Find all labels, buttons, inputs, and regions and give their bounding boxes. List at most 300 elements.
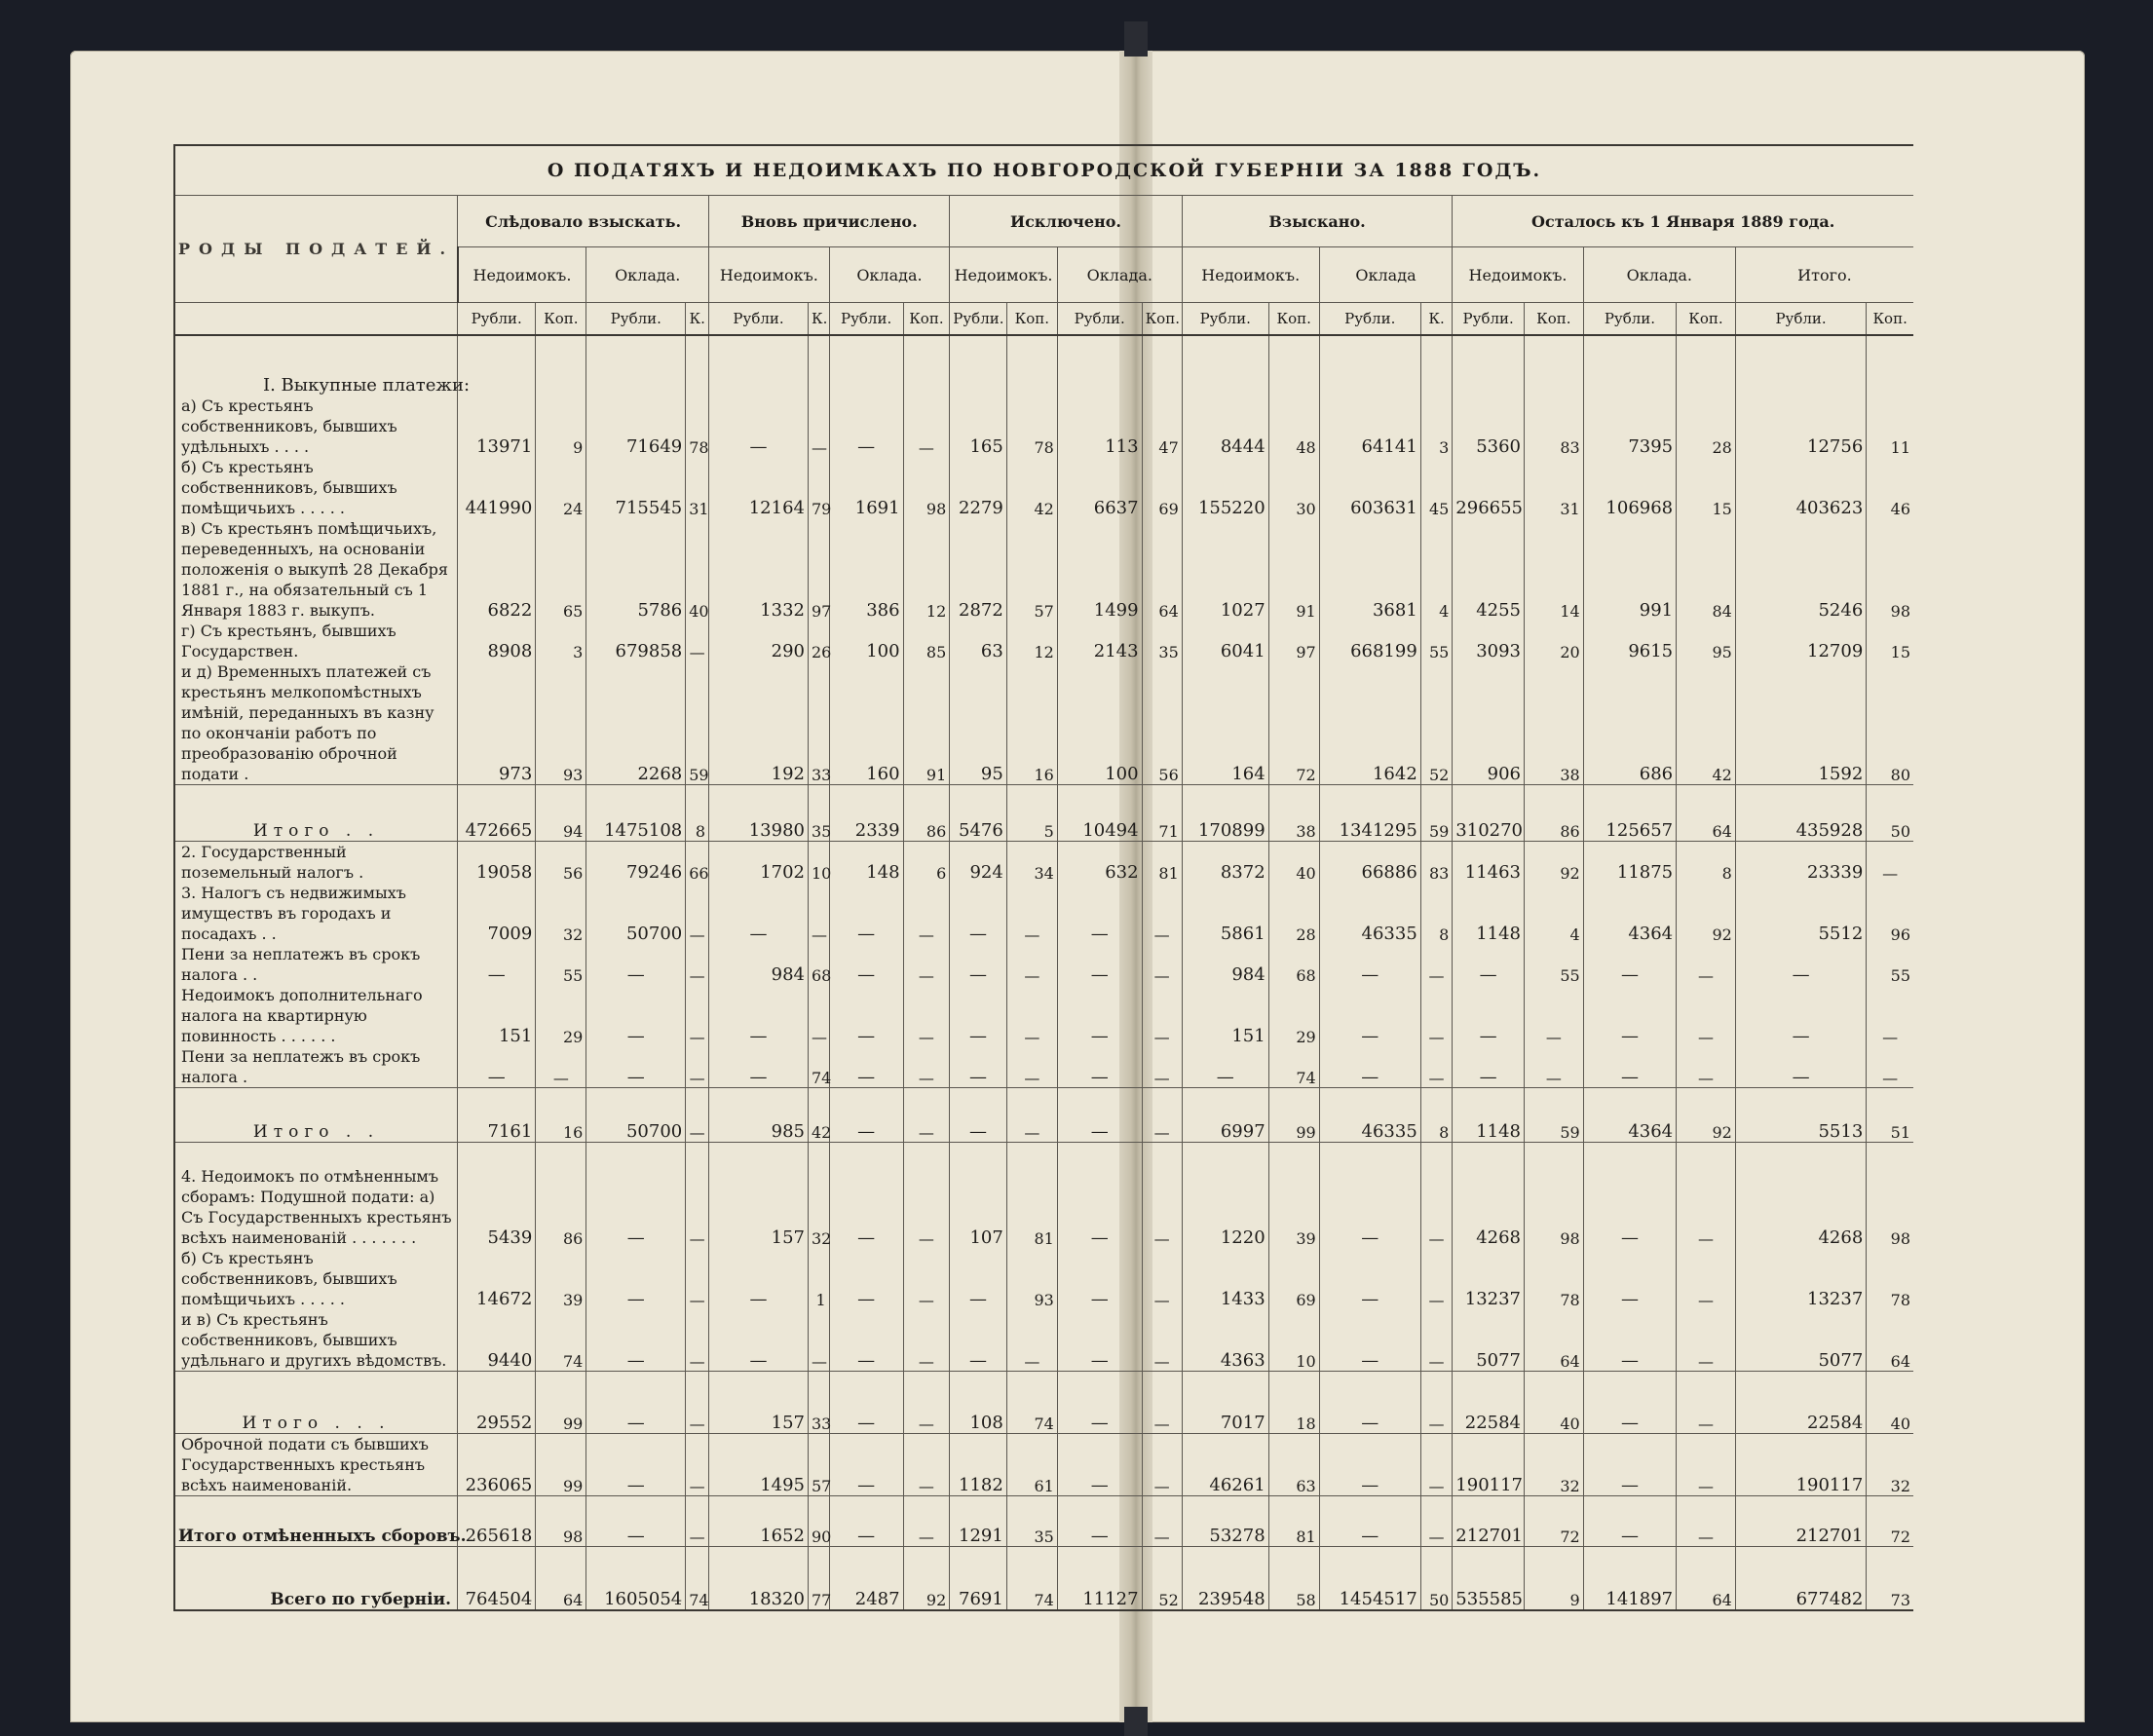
table-cell: —	[686, 621, 709, 661]
table-cell: —	[903, 1248, 950, 1309]
subheader-itogo: Итого.	[1735, 247, 1913, 303]
table-cell: 55	[1867, 944, 1913, 985]
table-cell: 985	[709, 1088, 809, 1143]
table-cell: 80	[1867, 661, 1913, 785]
table-cell: 157	[709, 1371, 809, 1433]
table-cell: 78	[1525, 1248, 1584, 1309]
table-cell: 11463	[1453, 842, 1525, 884]
table-cell: 5786	[586, 518, 686, 621]
table-cell: —	[1525, 1046, 1584, 1088]
table-cell: —	[950, 1046, 1007, 1088]
table-cell: —	[709, 985, 809, 1046]
table-cell: 310270	[1453, 785, 1525, 842]
table-cell: 42	[809, 1088, 830, 1143]
table-cell: 5513	[1735, 1088, 1866, 1143]
table-cell: 160	[829, 661, 903, 785]
table-cell: —	[1420, 1143, 1453, 1248]
table-row	[174, 842, 1913, 884]
table-row	[174, 985, 1913, 1046]
table-cell: 31	[686, 457, 709, 518]
table-cell: 33	[809, 661, 830, 785]
table-cell: 164	[1182, 661, 1268, 785]
table-cell: 48	[1268, 396, 1319, 457]
table-row	[174, 1248, 1913, 1309]
table-cell: —	[1057, 1495, 1142, 1546]
table-row	[174, 1088, 1913, 1143]
table-cell: 984	[709, 944, 809, 985]
table-cell: 403623	[1735, 457, 1866, 518]
table-cell: 59	[1525, 1088, 1584, 1143]
table-row	[174, 457, 1913, 518]
table-cell: 74	[536, 1309, 586, 1372]
row-label: и в) Съ крестьянъ собственниковъ, бывшихъ удѣльнаго и другихъ вѣдомствъ.	[174, 1309, 458, 1372]
table-cell: 686	[1583, 661, 1676, 785]
table-cell: —	[586, 1495, 686, 1546]
table-cell: —	[1420, 1309, 1453, 1372]
table-cell: —	[1319, 944, 1420, 985]
table-cell: —	[1142, 944, 1182, 985]
table-cell: 715545	[586, 457, 686, 518]
table-cell: 924	[950, 842, 1007, 884]
table-cell: —	[1677, 1371, 1736, 1433]
table-cell: 7691	[950, 1546, 1007, 1610]
table-cell: 3093	[1453, 621, 1525, 661]
unit-rubli: Рубли.	[1453, 303, 1525, 336]
table-cell: —	[903, 1371, 950, 1433]
table-cell: —	[1583, 1433, 1676, 1495]
table-cell: —	[1319, 1309, 1420, 1372]
table-cell: —	[829, 1495, 903, 1546]
table-cell: 906	[1453, 661, 1525, 785]
table-cell: 93	[536, 661, 586, 785]
table-cell: —	[709, 1046, 809, 1088]
table-cell: 4364	[1583, 883, 1676, 944]
table-cell: 39	[536, 1248, 586, 1309]
table-cell: —	[829, 883, 903, 944]
table-cell: —	[1057, 1143, 1142, 1248]
table-cell: 68	[809, 944, 830, 985]
unit-rubli: Рубли.	[1182, 303, 1268, 336]
table-cell: 1652	[709, 1495, 809, 1546]
row-label: Оброчной подати съ бывшихъ Государственныхъ крестьянъ всѣхъ наименованій.	[174, 1433, 458, 1495]
table-cell: 1220	[1182, 1143, 1268, 1248]
table-cell: 39	[1268, 1143, 1319, 1248]
table-cell: —	[686, 1495, 709, 1546]
table-cell: 2872	[950, 518, 1007, 621]
table-cell: 61	[1006, 1433, 1057, 1495]
table-cell: 5077	[1453, 1309, 1525, 1372]
table-cell: —	[1057, 1248, 1142, 1309]
table-cell: —	[586, 1309, 686, 1372]
table-cell: —	[709, 883, 809, 944]
table-cell: —	[829, 985, 903, 1046]
table-cell: 1691	[829, 457, 903, 518]
table-cell: 40	[686, 518, 709, 621]
table-cell: 8372	[1182, 842, 1268, 884]
table-cell: 2339	[829, 785, 903, 842]
table-cell: —	[809, 1309, 830, 1372]
table-cell: —	[586, 1371, 686, 1433]
table-cell: 1475108	[586, 785, 686, 842]
row-label: б) Съ крестьянъ собственниковъ, бывшихъ помѣщичьихъ . . . . .	[174, 457, 458, 518]
table-cell: —	[1867, 1046, 1913, 1088]
unit-rubli: Рубли.	[829, 303, 903, 336]
table-cell: 1341295	[1319, 785, 1420, 842]
table-cell: 13237	[1453, 1248, 1525, 1309]
group-header-collected: Взыскано.	[1182, 196, 1453, 247]
table-cell: —	[1583, 985, 1676, 1046]
table-cell: 5439	[458, 1143, 536, 1248]
table-cell: 53278	[1182, 1495, 1268, 1546]
table-cell: 2279	[950, 457, 1007, 518]
table-cell: 32	[1525, 1433, 1584, 1495]
table-cell: 107	[950, 1143, 1007, 1248]
table-cell: —	[1319, 1248, 1420, 1309]
table-cell: —	[829, 1371, 903, 1433]
table-cell: 1702	[709, 842, 809, 884]
table-cell: 190117	[1735, 1433, 1866, 1495]
table-cell: —	[1677, 1248, 1736, 1309]
table-cell: —	[1142, 1143, 1182, 1248]
table-cell: —	[1142, 883, 1182, 944]
table-cell: —	[809, 985, 830, 1046]
subheader-oklada: Оклада.	[829, 247, 950, 303]
table-cell: 12756	[1735, 396, 1866, 457]
unit-rubli: Рубли.	[1583, 303, 1676, 336]
table-cell: 66	[686, 842, 709, 884]
table-cell: 677482	[1735, 1546, 1866, 1610]
table-cell: —	[709, 396, 809, 457]
table-cell: 165	[950, 396, 1007, 457]
unit-blank	[174, 303, 458, 336]
table-cell: —	[1057, 1046, 1142, 1088]
table-cell: —	[1057, 944, 1142, 985]
table-cell: 984	[1182, 944, 1268, 985]
table-cell: 125657	[1583, 785, 1676, 842]
row-label: Итого отмѣненныхъ сборовъ.	[174, 1495, 458, 1546]
table-cell: 8	[1420, 883, 1453, 944]
table-cell: 71649	[586, 396, 686, 457]
table-cell: —	[903, 1495, 950, 1546]
table-cell: 290	[709, 621, 809, 661]
table-cell: —	[1420, 985, 1453, 1046]
group-header-excluded: Исключено.	[950, 196, 1183, 247]
table-cell: 4	[1525, 883, 1584, 944]
table-cell: 296655	[1453, 457, 1525, 518]
row-label: Итого . . .	[174, 1371, 458, 1433]
subheader-nedoimok: Недоимокъ.	[458, 247, 586, 303]
table-cell: 42	[1677, 661, 1736, 785]
table-cell: —	[1142, 1309, 1182, 1372]
table-cell: 26	[809, 621, 830, 661]
table-cell: —	[903, 1046, 950, 1088]
table-cell: —	[1525, 985, 1584, 1046]
table-cell: —	[1583, 1143, 1676, 1248]
table-cell: 12	[1006, 621, 1057, 661]
table-cell: 1148	[1453, 1088, 1525, 1143]
table-cell: —	[1142, 1433, 1182, 1495]
table-row	[174, 1546, 1913, 1610]
table-cell: 32	[809, 1143, 830, 1248]
table-cell: 991	[1583, 518, 1676, 621]
table-cell: 57	[1006, 518, 1057, 621]
table-cell: 3681	[1319, 518, 1420, 621]
table-cell: 10	[809, 842, 830, 884]
table-cell: 72	[1268, 661, 1319, 785]
table-cell: —	[1057, 985, 1142, 1046]
unit-kop: Коп.	[1525, 303, 1584, 336]
table-cell: —	[950, 944, 1007, 985]
table-cell: 24	[536, 457, 586, 518]
table-cell: —	[686, 1371, 709, 1433]
table-cell: 74	[1006, 1371, 1057, 1433]
subheader-nedoimok: Недоимокъ.	[950, 247, 1058, 303]
table-cell: 1433	[1182, 1248, 1268, 1309]
table-cell: —	[586, 1433, 686, 1495]
table-cell: —	[950, 985, 1007, 1046]
table-cell: —	[686, 1433, 709, 1495]
table-cell: —	[458, 944, 536, 985]
table-cell: 65	[536, 518, 586, 621]
table-cell: 90	[809, 1495, 830, 1546]
table-cell: 6997	[1182, 1088, 1268, 1143]
table-cell: 32	[1867, 1433, 1913, 1495]
table-row	[174, 785, 1913, 842]
table-title: О ПОДАТЯХЪ И НЕДОИМКАХЪ ПО НОВГОРОДСКОЙ ГУБЕРНІИ ЗА 1888 ГОДЪ.	[174, 145, 1913, 196]
table-cell: 98	[536, 1495, 586, 1546]
table-cell: —	[686, 883, 709, 944]
table-cell: —	[829, 1046, 903, 1088]
table-cell: 81	[1006, 1143, 1057, 1248]
subheader-nedoimok: Недоимокъ.	[1453, 247, 1583, 303]
table-cell: —	[709, 1248, 809, 1309]
binder-clip-top	[1124, 21, 1148, 57]
row-label: а) Съ крестьянъ собственниковъ, бывшихъ удѣльныхъ . . . .	[174, 396, 458, 457]
table-cell: 4268	[1453, 1143, 1525, 1248]
table-cell: 28	[1677, 396, 1736, 457]
table-cell: —	[1677, 1309, 1736, 1372]
table-cell: —	[1057, 1309, 1142, 1372]
table-cell: 603631	[1319, 457, 1420, 518]
table-cell: 92	[1677, 883, 1736, 944]
table-cell: —	[1319, 1495, 1420, 1546]
table-cell: 23339	[1735, 842, 1866, 884]
table-cell: 7009	[458, 883, 536, 944]
unit-kop: Коп.	[536, 303, 586, 336]
table-cell: 12709	[1735, 621, 1866, 661]
table-cell: —	[829, 396, 903, 457]
row-label: 2. Государственный поземельный налогъ .	[174, 842, 458, 884]
table-cell: 1148	[1453, 883, 1525, 944]
table-cell: —	[1677, 1495, 1736, 1546]
table-cell: —	[586, 1046, 686, 1088]
table-cell: 15	[1867, 621, 1913, 661]
table-cell: 5246	[1735, 518, 1866, 621]
table-cell: —	[1453, 985, 1525, 1046]
table-cell: 8444	[1182, 396, 1268, 457]
table-cell: —	[1583, 1309, 1676, 1372]
table-cell: 13237	[1735, 1248, 1866, 1309]
table-cell: —	[1420, 944, 1453, 985]
table-cell: 78	[686, 396, 709, 457]
table-cell: —	[829, 1143, 903, 1248]
table-cell: —	[950, 1088, 1007, 1143]
table-cell: 86	[536, 1143, 586, 1248]
table-cell: —	[1006, 1309, 1057, 1372]
table-cell: 4	[1420, 518, 1453, 621]
table-cell: 11127	[1057, 1546, 1142, 1610]
table-cell: 236065	[458, 1433, 536, 1495]
table-cell: 74	[1006, 1546, 1057, 1610]
table-cell: 2143	[1057, 621, 1142, 661]
table-cell: 86	[1525, 785, 1584, 842]
table-cell: —	[1735, 1046, 1866, 1088]
table-cell: 55	[1420, 621, 1453, 661]
table-cell: 441990	[458, 457, 536, 518]
table-cell: 764504	[458, 1546, 536, 1610]
table-cell: 9	[536, 396, 586, 457]
table-cell: 50	[1420, 1546, 1453, 1610]
table-cell: 10	[1268, 1309, 1319, 1372]
table-cell: —	[829, 944, 903, 985]
unit-rubli: Рубли.	[1735, 303, 1866, 336]
table-cell: —	[1057, 1371, 1142, 1433]
table-cell: 94	[536, 785, 586, 842]
table-cell: —	[586, 1143, 686, 1248]
table-cell: 35	[1006, 1495, 1057, 1546]
table-cell: —	[709, 1309, 809, 1372]
table-cell: —	[903, 396, 950, 457]
table-cell: 4363	[1182, 1309, 1268, 1372]
table-cell: —	[1142, 1046, 1182, 1088]
row-label: и д) Временныхъ платежей съ крестьянъ мелкопомѣстныхъ имѣній, переданныхъ въ казну по окончаніи работъ по преобразованію оброчной подати .	[174, 661, 458, 785]
table-cell: 2487	[829, 1546, 903, 1610]
table-cell: 99	[536, 1433, 586, 1495]
table-cell: 18	[1268, 1371, 1319, 1433]
table-cell: —	[809, 396, 830, 457]
table-cell: 45	[1420, 457, 1453, 518]
table-cell: 3	[1420, 396, 1453, 457]
table-cell: 66886	[1319, 842, 1420, 884]
table-cell: —	[1319, 1046, 1420, 1088]
table-cell: 113	[1057, 396, 1142, 457]
table-cell: 32	[536, 883, 586, 944]
table-cell: 50700	[586, 883, 686, 944]
table-cell: —	[1583, 1495, 1676, 1546]
table-row	[174, 1143, 1913, 1248]
table-cell: 239548	[1182, 1546, 1268, 1610]
table-cell: 93	[1006, 1248, 1057, 1309]
table-cell: 14	[1525, 518, 1584, 621]
table-cell: 74	[1268, 1046, 1319, 1088]
table-cell: 83	[1420, 842, 1453, 884]
unit-rubli: Рубли.	[950, 303, 1007, 336]
table-cell: 1332	[709, 518, 809, 621]
table-row	[174, 661, 1913, 785]
table-cell: 5077	[1735, 1309, 1866, 1372]
table-cell: —	[458, 1046, 536, 1088]
table-cell: 34	[1006, 842, 1057, 884]
table-cell: —	[1677, 985, 1736, 1046]
table-cell: 95	[1677, 621, 1736, 661]
table-cell: 81	[1268, 1495, 1319, 1546]
table-cell: 8908	[458, 621, 536, 661]
group-header-added: Вновь причислено.	[709, 196, 950, 247]
table-cell: —	[1006, 1088, 1057, 1143]
subheader-oklada: Оклада.	[1583, 247, 1735, 303]
table-cell: —	[586, 1248, 686, 1309]
table-cell: —	[1583, 1046, 1676, 1088]
table-cell: 64	[1677, 785, 1736, 842]
table-cell: 29	[536, 985, 586, 1046]
table-cell: —	[1420, 1495, 1453, 1546]
table-cell: 92	[903, 1546, 950, 1610]
table-cell: —	[1677, 1433, 1736, 1495]
table-cell: 5	[1006, 785, 1057, 842]
table-cell: 16	[536, 1088, 586, 1143]
row-label: б) Съ крестьянъ собственниковъ, бывшихъ помѣщичьихъ . . . . .	[174, 1248, 458, 1309]
table-cell: 30	[1268, 457, 1319, 518]
table-cell: 55	[536, 944, 586, 985]
unit-kop: Коп.	[1268, 303, 1319, 336]
table-cell: 5512	[1735, 883, 1866, 944]
row-label: Всего по губерніи.	[174, 1546, 458, 1610]
table-cell: 68	[1268, 944, 1319, 985]
table-row	[174, 944, 1913, 985]
table-cell: 98	[1867, 1143, 1913, 1248]
table-cell: 55	[1525, 944, 1584, 985]
table-cell: 9440	[458, 1309, 536, 1372]
unit-kop: Коп.	[1142, 303, 1182, 336]
table-cell: —	[1453, 944, 1525, 985]
table-cell: 79	[809, 457, 830, 518]
table-cell: —	[686, 1088, 709, 1143]
table-cell: —	[686, 944, 709, 985]
table-cell: 1495	[709, 1433, 809, 1495]
table-cell: 35	[1142, 621, 1182, 661]
table-cell: 1	[809, 1248, 830, 1309]
table-cell: 190117	[1453, 1433, 1525, 1495]
table-cell: 679858	[586, 621, 686, 661]
table-cell: 79246	[586, 842, 686, 884]
table-cell: 77	[809, 1546, 830, 1610]
table-cell: 5360	[1453, 396, 1525, 457]
table-cell: 69	[1268, 1248, 1319, 1309]
row-label: Итого . .	[174, 785, 458, 842]
table-cell: —	[1319, 985, 1420, 1046]
table-cell: 2268	[586, 661, 686, 785]
table-cell: 265618	[458, 1495, 536, 1546]
table-cell: 97	[809, 518, 830, 621]
table-cell: 100	[1057, 661, 1142, 785]
table-cell: —	[1583, 944, 1676, 985]
group-header-due: Слѣдовало взыскать.	[458, 196, 709, 247]
table-cell: 106968	[1583, 457, 1676, 518]
table-cell: 18320	[709, 1546, 809, 1610]
table-cell: 50	[1867, 785, 1913, 842]
table-cell: 98	[903, 457, 950, 518]
row-label: г) Съ крестьянъ, бывшихъ Государствен.	[174, 621, 458, 661]
table-cell: —	[829, 1248, 903, 1309]
table-cell: —	[586, 985, 686, 1046]
table-cell: —	[1420, 1248, 1453, 1309]
table-cell: 4364	[1583, 1088, 1676, 1143]
table-cell: —	[1453, 1046, 1525, 1088]
table-cell: —	[1867, 985, 1913, 1046]
table-row	[174, 396, 1913, 457]
table-cell: 4255	[1453, 518, 1525, 621]
table-cell: 64	[536, 1546, 586, 1610]
